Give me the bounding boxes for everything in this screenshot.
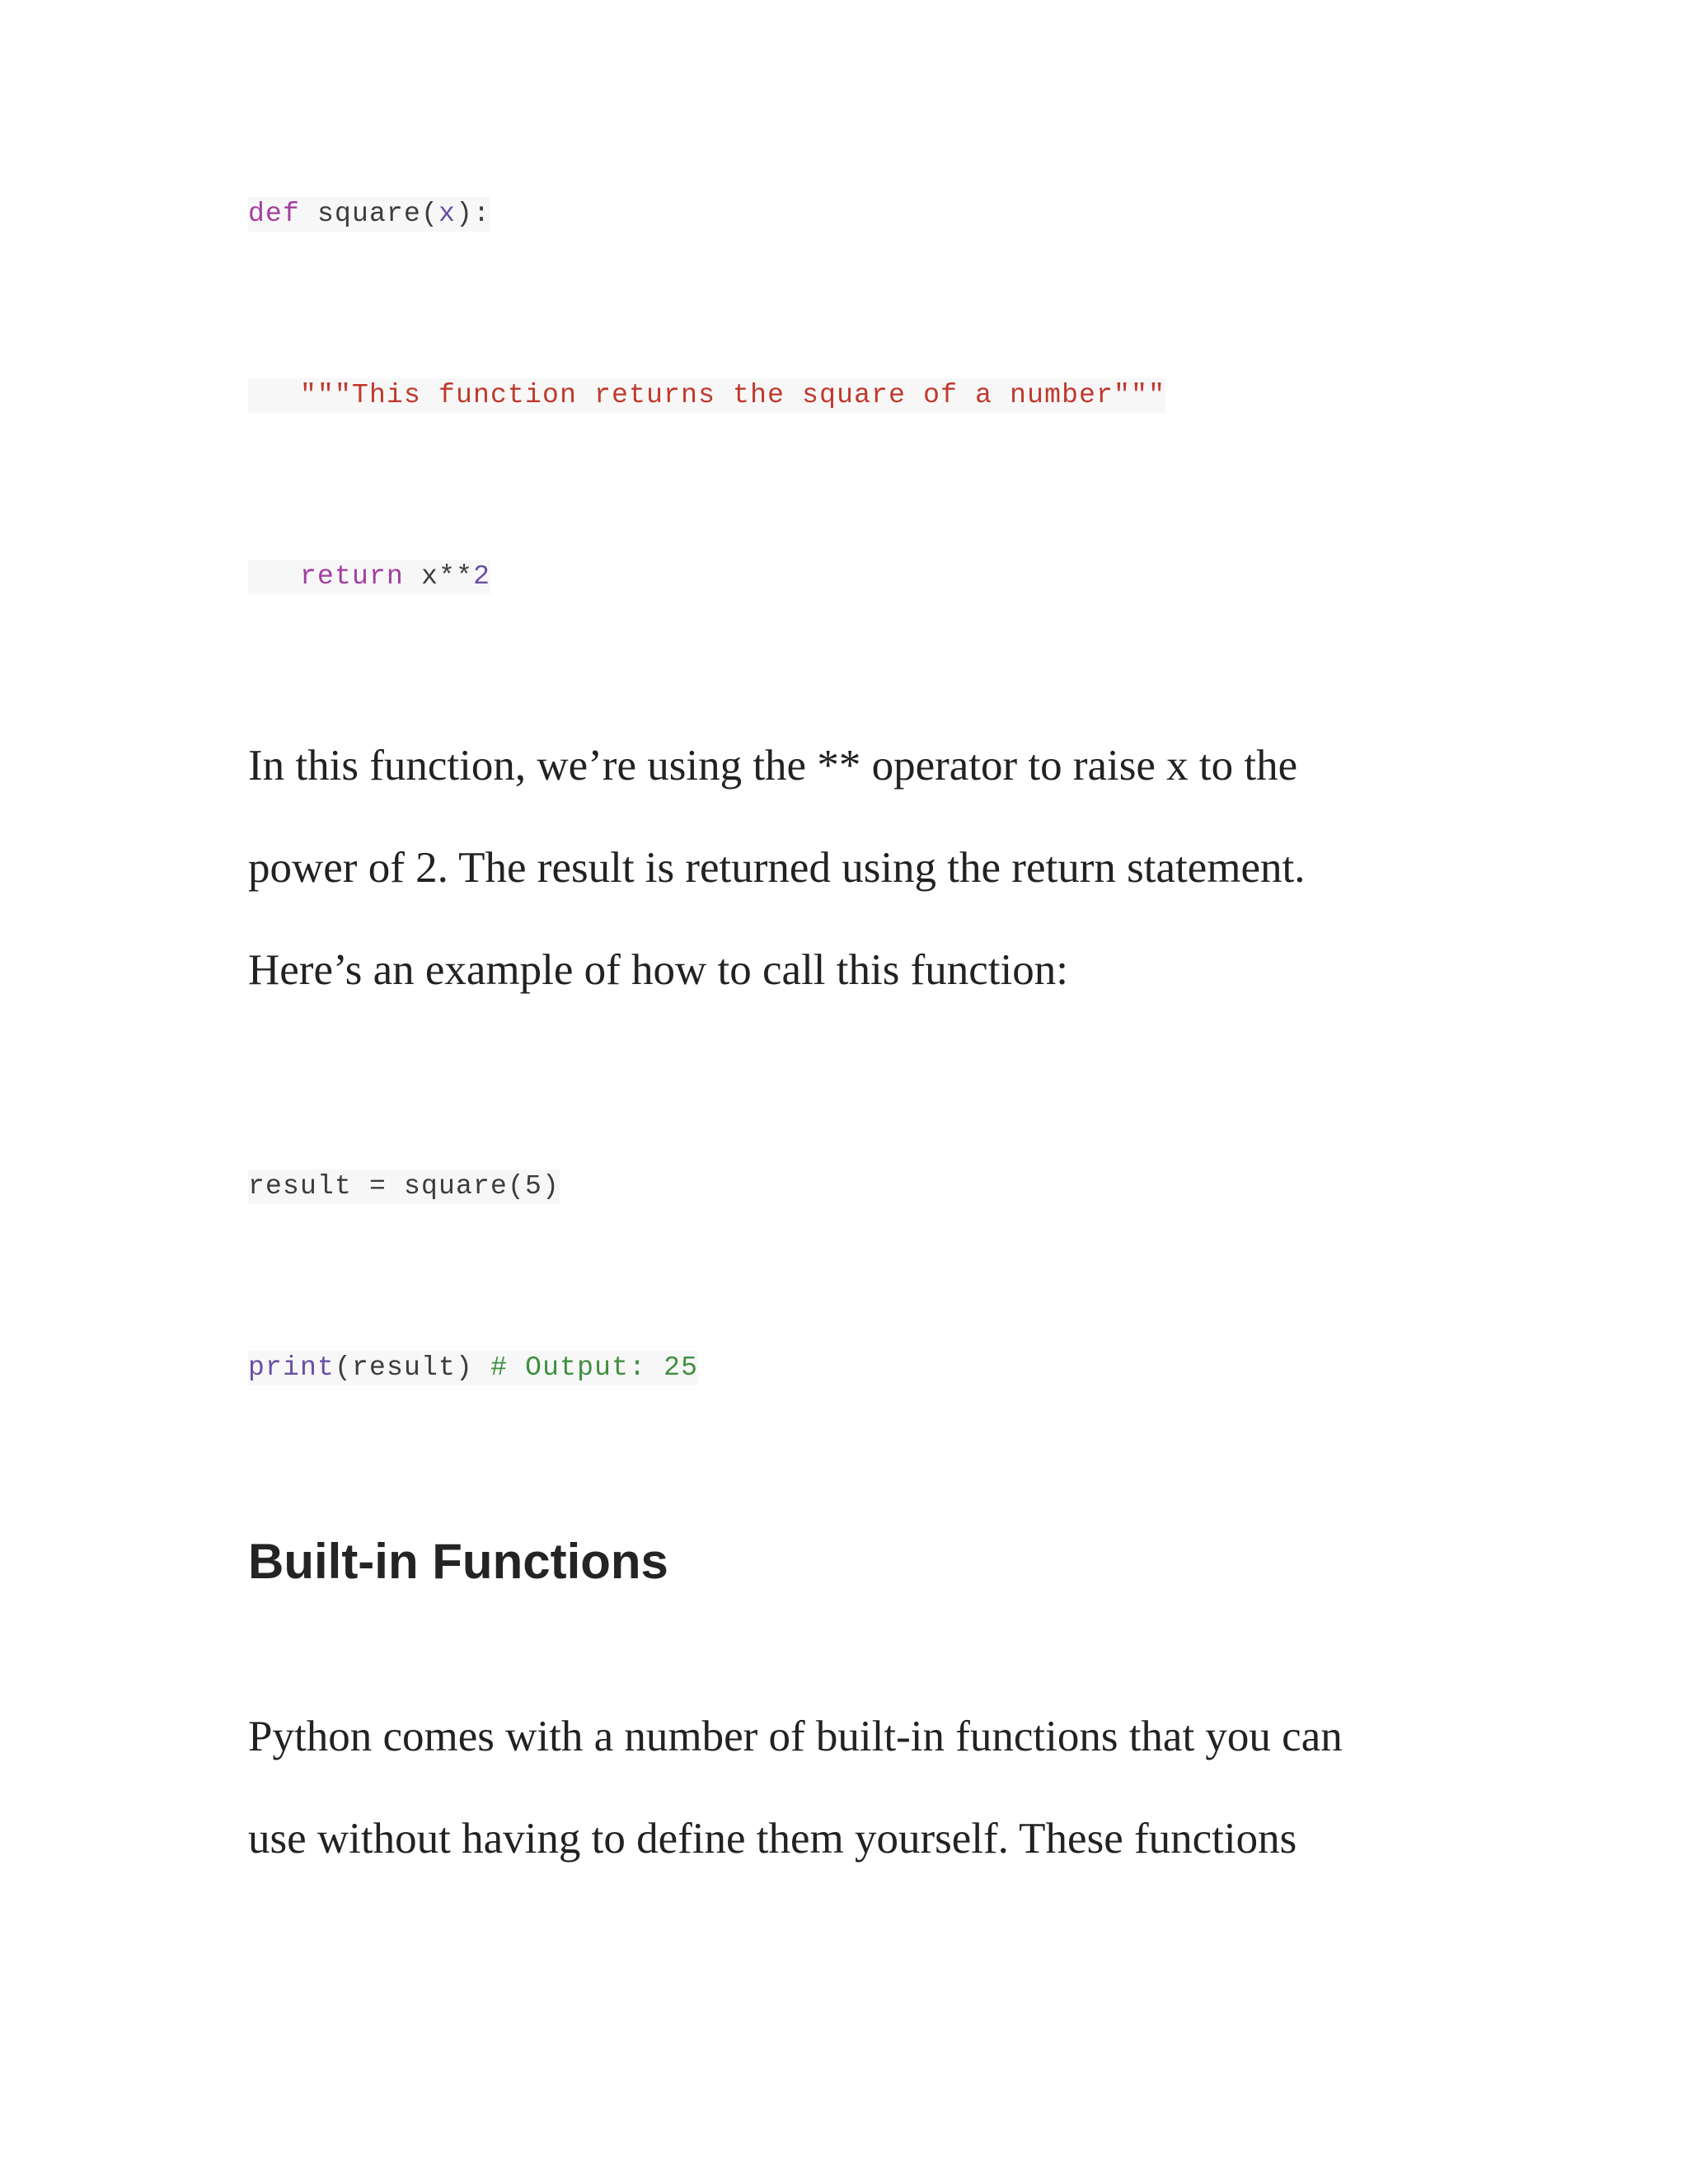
code-line-assign — [248, 1169, 560, 1204]
code-comment: # Output: 25 — [490, 1352, 699, 1383]
code-paren-open: ( — [421, 199, 439, 229]
code-function-name: square — [317, 199, 422, 229]
code-indent — [248, 380, 300, 410]
code-docstring: """This function returns the square of a number""" — [300, 380, 1166, 410]
code-expression: x** — [421, 561, 474, 592]
code-builtin: print — [248, 1352, 335, 1383]
code-line-def — [248, 197, 490, 232]
paragraph-line: In this function, we’re using the ** operator to raise x to the — [248, 742, 1298, 790]
code-number: 2 — [473, 561, 491, 592]
paragraph-line: power of 2. The result is returned using the return statement. — [248, 844, 1306, 892]
code-indent — [248, 561, 300, 592]
code-keyword: return — [300, 561, 405, 592]
paragraph-line: Python comes with a number of built-in functions that you can — [248, 1713, 1343, 1760]
code-paren-close: ): — [456, 199, 491, 229]
code-line-return — [248, 560, 490, 594]
paragraph-line: Here’s an example of how to call this function: — [248, 946, 1068, 994]
code-line-print — [248, 1351, 698, 1385]
code-keyword: def — [248, 199, 301, 229]
code-space — [300, 199, 317, 229]
paragraph-line: use without having to define them yourself. These functions — [248, 1815, 1297, 1863]
code-args: (result) — [335, 1352, 474, 1383]
code-space — [404, 561, 421, 592]
code-statement: result = square(5) — [248, 1171, 560, 1202]
section-heading: Built-in Functions — [248, 1534, 668, 1589]
code-space — [473, 1352, 490, 1383]
code-line-docstring — [248, 378, 1165, 413]
code-parameter: x — [438, 199, 457, 229]
